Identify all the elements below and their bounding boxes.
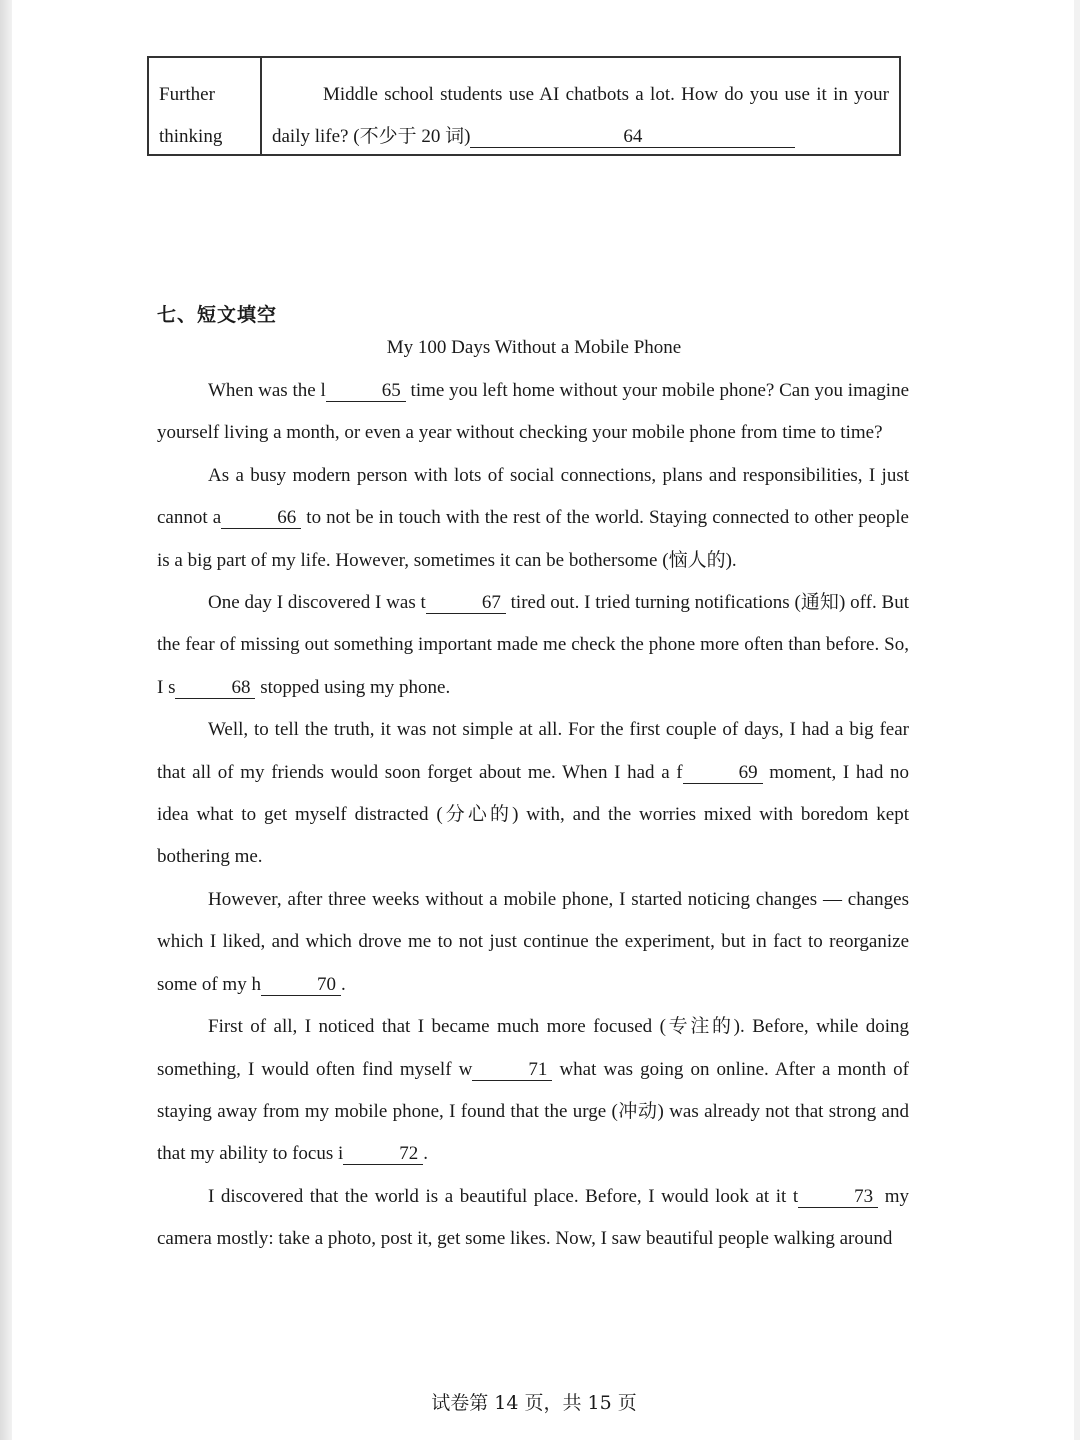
paragraph-1-text-a: When was the l <box>208 380 326 401</box>
question-line-2 <box>272 116 889 158</box>
paragraph-5-text-b: . <box>340 973 346 995</box>
further-label: Further <box>159 84 215 105</box>
blank-71[interactable]: 71 <box>472 1060 552 1081</box>
blank-70[interactable]: 70 <box>261 975 341 996</box>
paragraph-7-text-a: I discovered that the world is a beautiful place. Before, I would look at it t <box>208 1185 799 1207</box>
paragraph-2 <box>157 455 909 582</box>
blank-65[interactable]: 65 <box>326 381 406 402</box>
blank-69[interactable]: 69 <box>683 763 763 784</box>
paragraph-4-text-b: moment, I had no idea what to get myself distracted (分心的) with, and the worries mixed with boredom kept bothering me. <box>157 761 909 868</box>
paragraph-6-text-a: First of all, I noticed that I became much more focused (专注的). Before, while doing something, I would often find myself w <box>157 1016 909 1080</box>
paragraph-2-text-a: As a busy modern person with lots of social connections, plans and responsibilities, I just cannot a <box>157 464 909 529</box>
paragraph-1 <box>157 370 909 455</box>
paragraph-3 <box>157 582 909 709</box>
blank-67[interactable]: 67 <box>426 593 506 614</box>
blank-64[interactable]: 64 <box>470 127 795 148</box>
question-line-2-text: daily life? (不少于 20 词) <box>272 126 471 147</box>
paragraph-4-text-a: Well, to tell the truth, it was not simple at all. For the first couple of days, I had a big fear that all of my friends would soon forget about me. When I had a f <box>157 719 909 783</box>
paragraph-6 <box>157 1006 909 1176</box>
blank-66[interactable]: 66 <box>221 508 301 529</box>
paragraph-3-text-b: tired out. I tried turning notifications (通知) off. But the fear of missing out something important made me check the phone more often than before. So, I s <box>157 592 909 698</box>
paragraph-7-text-b: my camera mostly: take a photo, post it, get some likes. Now, I saw beautiful people walking around <box>157 1185 909 1250</box>
page-edge <box>0 0 12 1440</box>
passage <box>157 370 909 1261</box>
page-footer: 试卷第 14 页，共 15 页 <box>431 1392 637 1414</box>
section-heading: 七、短文填空 <box>157 304 278 326</box>
thinking-label: thinking <box>159 126 223 147</box>
paragraph-7 <box>157 1176 909 1261</box>
paragraph-6-text-c: . <box>423 1143 429 1165</box>
paragraph-4 <box>157 709 909 879</box>
paragraph-2-text-b: to not be in touch with the rest of the world. Staying connected to other people is a big part of my life. However, sometimes it can be bothersome (恼人的). <box>157 507 909 571</box>
further-thinking-table <box>147 56 901 156</box>
passage-title: My 100 Days Without a Mobile Phone <box>386 337 682 358</box>
paragraph-5 <box>157 879 909 1006</box>
table-left-cell <box>149 58 262 154</box>
table-right-cell <box>262 58 899 154</box>
paragraph-3-text-a: One day I discovered I was t <box>208 592 426 614</box>
blank-72[interactable]: 72 <box>343 1144 423 1165</box>
question-line-1: Middle school students use AI chatbots a lot. How do you use it in your <box>323 84 889 105</box>
blank-73[interactable]: 73 <box>798 1187 878 1208</box>
paragraph-6-text-b: what was going on online. After a month of staying away from my mobile phone, I found that the urge (冲动) was already not that strong and that my ability to focus i <box>157 1058 910 1165</box>
blank-68[interactable]: 68 <box>175 678 255 699</box>
paragraph-3-text-c: stopped using my phone. <box>255 676 451 698</box>
paragraph-5-text-a: However, after three weeks without a mobile phone, I started noticing changes — changes which I liked, and which drove me to not just continue the experiment, but in fact to reorganize some of my h <box>157 888 909 995</box>
paragraph-1-text-b: time you left home without your mobile phone? Can you imagine yourself living a month, or even a year without checking your mobile phone from time to time? <box>157 380 910 444</box>
